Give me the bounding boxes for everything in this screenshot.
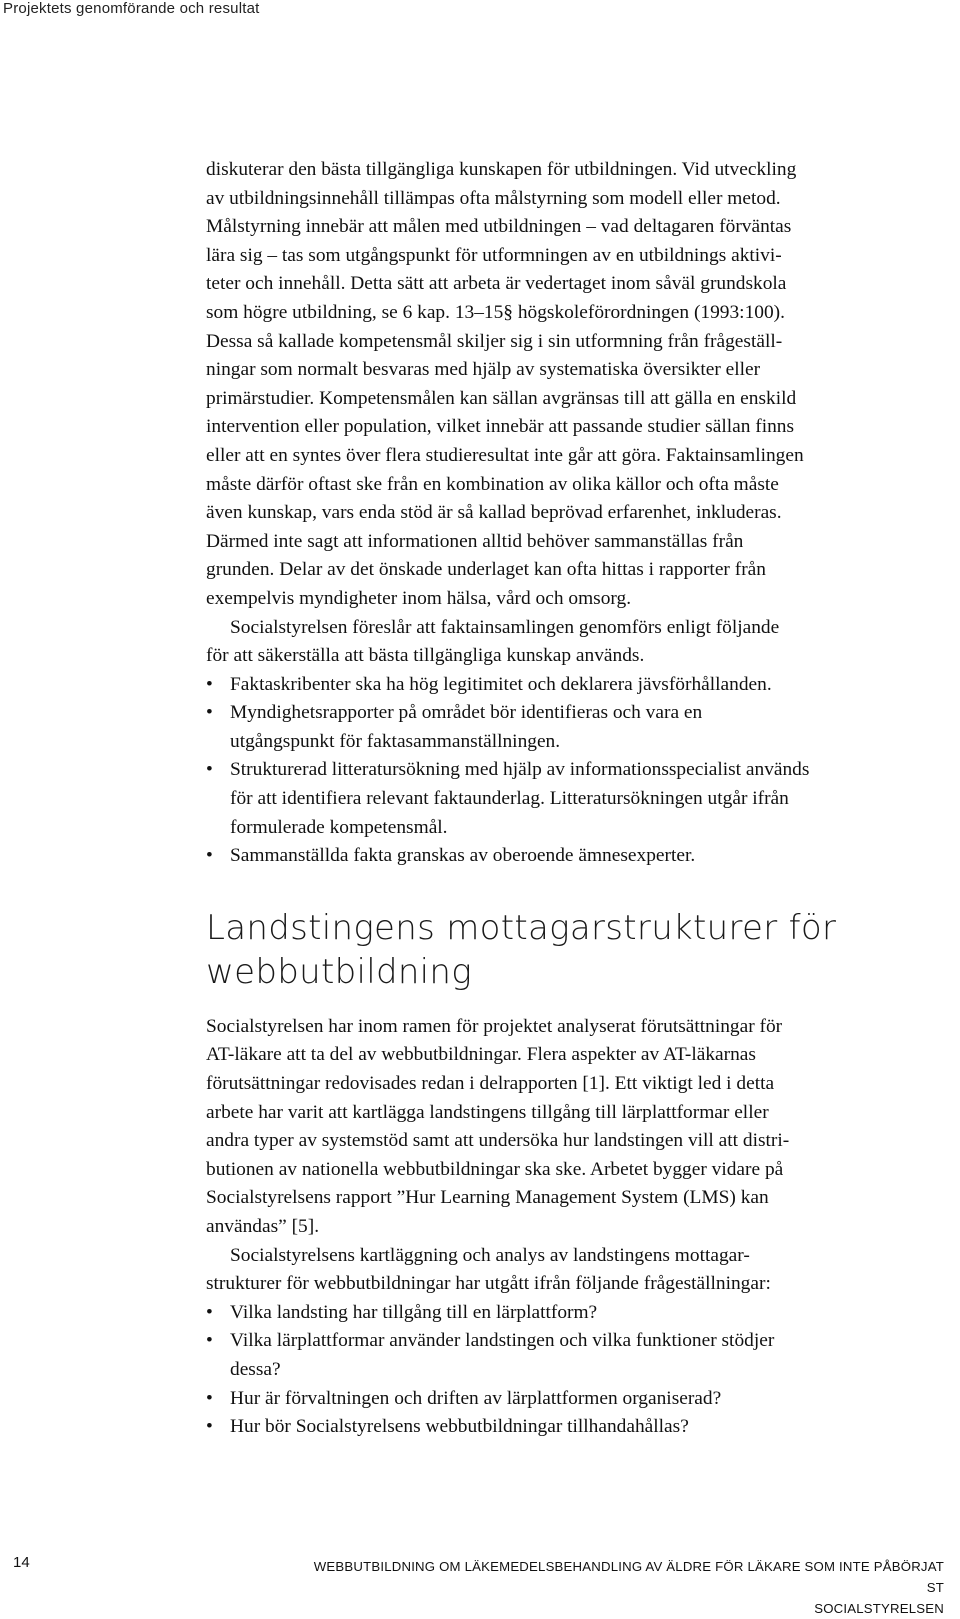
- running-header: Projektets genomförande och resultat: [3, 0, 260, 17]
- body-paragraph: Socialstyrelsens kartläggning och analys av landstingens mottagar- strukturer för webbutbildningar har utgått ifrån följande frågeställningar:: [206, 1244, 771, 1295]
- list-item: • Vilka landsting har tillgång till en lärplattform?: [206, 1299, 936, 1328]
- list-item: • Faktaskribenter ska ha hög legitimitet och deklarera jävsförhållanden.: [206, 671, 936, 700]
- list-item: • Hur bör Socialstyrelsens webbutbildningar tillhandahållas?: [206, 1413, 936, 1442]
- page-content: [206, 156, 936, 1442]
- body-paragraph: diskuterar den bästa tillgängliga kunskapen för utbildningen. Vid utveckling av utbildningsinnehåll tillämpas ofta målstyrning som modell eller metod. Målstyrning innebär att målen med utbildningen – vad deltagaren förväntas lära sig – tas som utgångspunkt för utformningen av en utbildnings aktivi- teter och innehåll. Detta sätt att arbeta är vedertaget inom såväl grundskola som högre utbildning, se 6 kap. 13–15§ högskoleförordningen (1993:100). Dessa så kallade kompetensmål skiljer sig i sin utformning från frågeställ- ningar som normalt besvaras med hjälp av systematiska översikter eller primärstudier. Kompetensmålen kan sällan avgränsas till att gälla en enskild intervention eller population, vilket innebär att passande studier sällan finns eller att en syntes över flera studieresultat inte går att göra. Faktainsamlingen måste därför oftast ske från en kombination av olika källor och ofta måste även kunskap, vars enda stöd är så kallad beprövad erfarenhet, inkluderas. Därmed inte sagt att informationen alltid behöver sammanställas från grunden. Delar av det önskade underlaget kan ofta hittas i rapporter från exempelvis myndigheter inom hälsa, vård och omsorg.: [206, 159, 804, 609]
- list-item: • Strukturerad litteratursökning med hjälp av informationsspecialist används för att identifiera relevant faktaunderlag. Litteratursökningen utgår ifrån formulerade kompetensmål.: [206, 756, 936, 842]
- list-item: • Vilka lärplattformar använder landstingen och vilka funktioner stödjer dessa?: [206, 1327, 936, 1384]
- list-item: • Myndighetsrapporter på området bör identifieras och vara en utgångspunkt för faktasammanställningen.: [206, 699, 936, 756]
- bullet-list: [206, 1299, 936, 1442]
- bullet-list: [206, 671, 936, 871]
- body-paragraph: Socialstyrelsen föreslår att faktainsamlingen genomförs enligt följande för att säkerställa att bästa tillgängliga kunskap används.: [206, 616, 780, 667]
- list-item: • Sammanställda fakta granskas av oberoende ämnesexperter.: [206, 842, 936, 871]
- footer-report-title: WEBBUTBILDNING OM LÄKEMEDELSBEHANDLING AV ÄLDRE FÖR LÄKARE SOM INTE PÅBÖRJAT ST SOCIALSTYRELSEN: [313, 1559, 944, 1616]
- body-paragraph: Socialstyrelsen har inom ramen för projektet analyserat förutsättningar för AT-läkare att ta del av webbutbildningar. Flera aspekter av AT-läkarnas förutsättningar redovisades redan i delrapporten [1]. Ett viktigt led i detta arbete har varit att kartlägga landstingens tillgång till lärplattformar eller andra typer av systemstöd samt att undersöka hur landstingen vill att distri- butionen av nationella webbutbildningar ska ske. Arbetet bygger vidare på Socialstyrelsens rapport ”Hur Learning Management System (LMS) kan användas” [5].: [206, 1015, 790, 1237]
- list-item: • Hur är förvaltningen och driften av lärplattformen organiserad?: [206, 1385, 936, 1414]
- section-heading: Landstingens mottagarstrukturer för webbutbildning: [206, 907, 837, 992]
- page-number: 14: [13, 1554, 30, 1571]
